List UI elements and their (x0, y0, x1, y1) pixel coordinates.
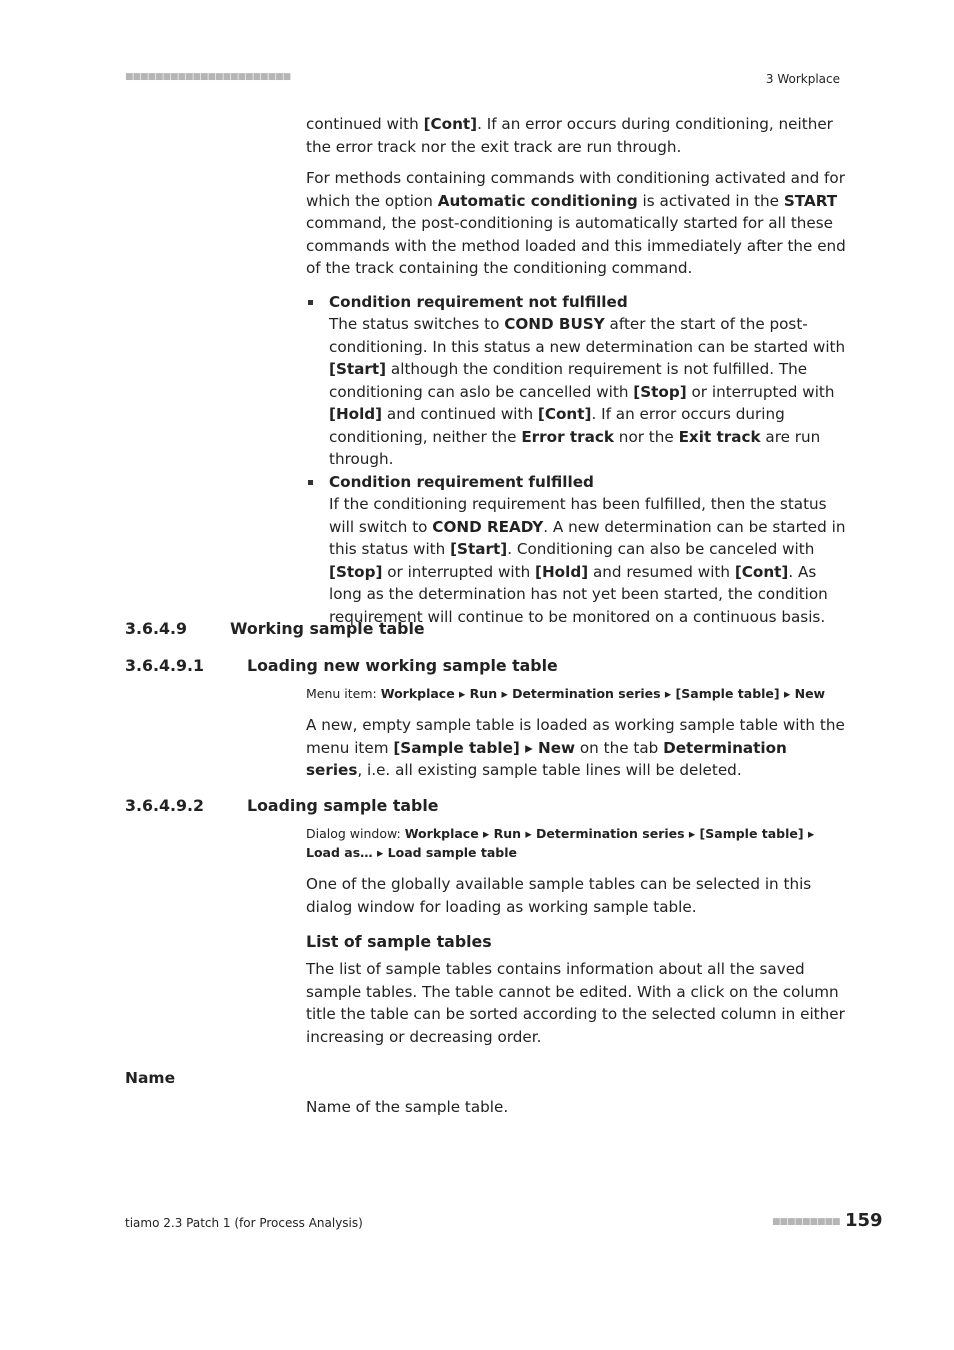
list-item: Condition requirement not fulfilled The status switches to COND BUSY after the start of the post-conditioning. In this status a new determination can be started with [Start] although the condition requirement is not fulfilled. The conditioning can aslo be cancelled with [Stop] or interrupted with [Hold] and continued with [Cont]. If an error occurs during conditioning, neither the Error track nor the Exit track are run through. (306, 291, 846, 471)
list-item-title: Condition requirement not fulfilled (329, 292, 628, 311)
bullet-icon (308, 300, 313, 305)
section-36492-paragraph-1: One of the globally available sample tables can be selected in this dialog window for loading as working sample table. (306, 875, 812, 916)
list-item: Condition requirement fulfilled If the conditioning requirement has been fulfilled, then the status will switch to COND READY. A new determination can be started in this status with [Start]. Conditioning can also be canceled with [Stop] or interrupted with [Hold] and resumed with [Cont]. As long as the determination has not yet been started, the condition requirement will continue to be monitored on a continuous basis. (306, 471, 846, 629)
section-36492-paragraph-2: The list of sample tables contains information about all the saved sample tables. The table cannot be edited. With a click on the column title the table can be sorted according to the selected column in either increasing or decreasing order. (306, 960, 845, 1046)
intro-paragraph-1: continued with [Cont]. If an error occurs during conditioning, neither the error track nor the exit track are run through. (306, 115, 833, 156)
section-heading-36491: 3.6.4.9.1 Loading new working sample table (125, 656, 558, 675)
section-heading-36492: 3.6.4.9.2 Loading sample table (125, 796, 439, 815)
section-heading-3649: 3.6.4.9 Working sample table (125, 619, 425, 638)
dialog-path: Dialog window: Workplace ▸ Run ▸ Determination series ▸ [Sample table] ▸ Load as… ▸ Load sample table (306, 826, 815, 860)
section-36492-body (306, 824, 846, 1048)
bullet-icon (308, 480, 313, 485)
intro-content (306, 113, 846, 628)
page-number: 159 (845, 1210, 883, 1231)
chapter-title: 3 Workplace (765, 72, 840, 86)
section-36491-body (306, 684, 846, 782)
footer-decoration: ■■■■■■■■■ (772, 1217, 840, 1227)
footer-product: tiamo 2.3 Patch 1 (for Process Analysis) (125, 1216, 363, 1230)
subheading-list-of-sample-tables: List of sample tables (306, 932, 492, 951)
intro-paragraph-2: For methods containing commands with conditioning activated and for which the option Automatic conditioning is activated in the START command, the post-conditioning is automatically started for all these commands with the method loaded and this immediately after the end of the track containing the conditioning command. (306, 169, 846, 277)
section-36491-paragraph: A new, empty sample table is loaded as working sample table with the menu item [Sample table] ▸ New on the tab Determination series, i.e. all existing sample table lines will be deleted. (306, 716, 845, 779)
header-decoration: ■■■■■■■■■■■■■■■■■■■■■■ (125, 72, 291, 82)
name-field-label: Name (125, 1069, 176, 1087)
list-item-title: Condition requirement fulfilled (329, 472, 594, 491)
menu-path: Menu item: Workplace ▸ Run ▸ Determination series ▸ [Sample table] ▸ New (306, 686, 826, 701)
name-field-description: Name of the sample table. (306, 1098, 509, 1116)
condition-list (306, 291, 846, 629)
